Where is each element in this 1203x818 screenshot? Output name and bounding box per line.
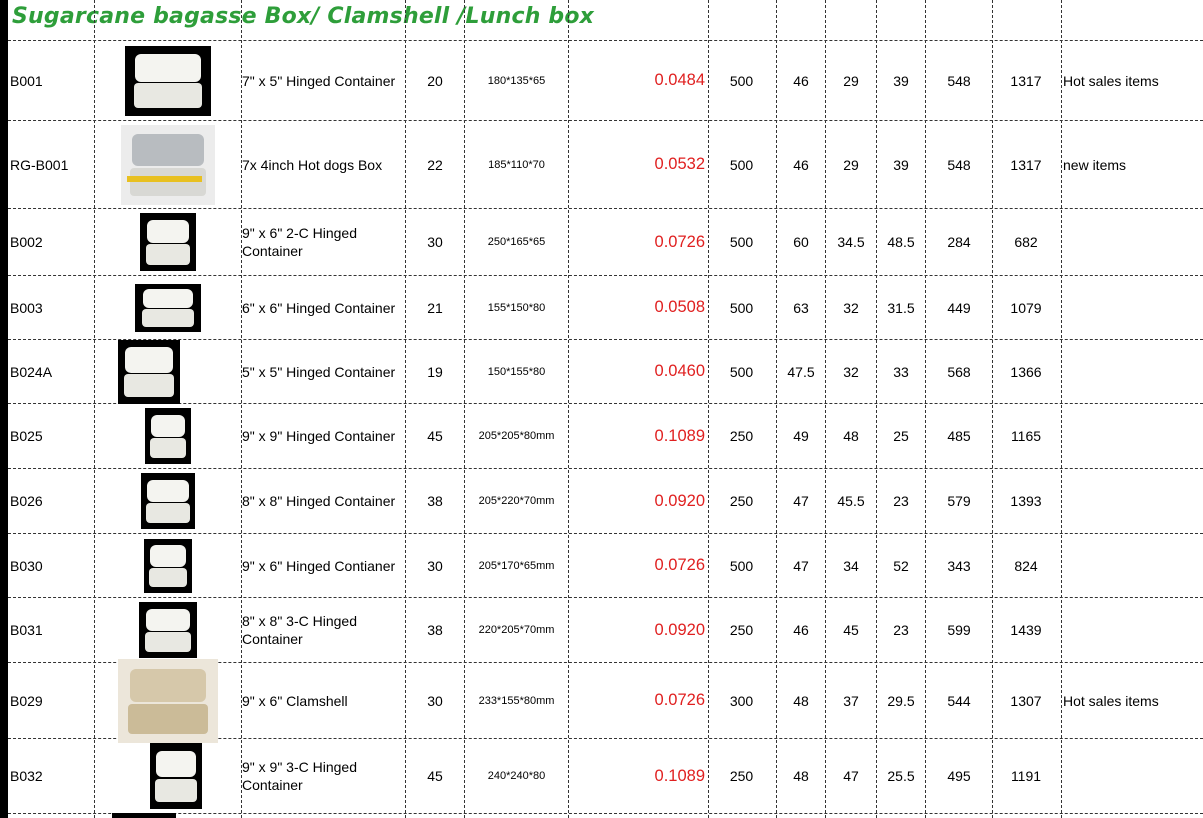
item-code: B029	[10, 692, 43, 709]
white-hinged-container-photo	[145, 408, 191, 464]
item-name: 9" x 6" Clamshell	[242, 692, 348, 709]
three-compartment-container-photo	[139, 602, 197, 658]
carton-width: 45	[843, 622, 859, 638]
two-compartment-container-photo	[140, 213, 196, 271]
item-note	[1063, 209, 1203, 275]
container-load-40ft: 1393	[1010, 493, 1042, 509]
carton-length: 63	[793, 299, 809, 316]
container-load-40ft: 1165	[1010, 428, 1042, 444]
product-image	[95, 663, 241, 738]
carton-height: 23	[893, 493, 909, 509]
container-load-20ft: 343	[947, 557, 971, 574]
item-note: Hot sales items	[1063, 72, 1159, 89]
three-compartment-container-photo	[150, 743, 202, 809]
carton-width: 32	[843, 299, 859, 316]
product-image	[95, 469, 241, 533]
item-quantity: 500	[729, 363, 754, 380]
item-code: B003	[10, 299, 43, 316]
carton-height: 29.5	[887, 692, 915, 709]
next-row-image-edge	[112, 813, 176, 818]
item-weight: 20	[427, 72, 443, 89]
item-price: 0.0726	[654, 232, 705, 251]
product-image	[95, 276, 241, 339]
item-quantity: 500	[729, 557, 754, 574]
item-quantity: 500	[729, 234, 754, 250]
item-size: 205*170*65mm	[478, 559, 555, 572]
item-price: 0.0484	[654, 71, 705, 89]
container-load-40ft: 1317	[1010, 72, 1042, 89]
item-price: 0.0532	[654, 155, 705, 173]
item-price: 0.0726	[654, 556, 705, 574]
item-note	[1063, 469, 1203, 533]
item-code: B032	[10, 768, 43, 784]
item-name: 8" x 8" 3-C Hinged Container	[242, 613, 357, 647]
item-code: B031	[10, 622, 43, 638]
container-load-20ft: 599	[947, 622, 971, 638]
item-weight: 22	[427, 156, 443, 173]
carton-length: 49	[793, 428, 809, 444]
item-size: 250*165*65	[487, 236, 546, 248]
carton-length: 47	[793, 557, 809, 574]
carton-height: 39	[893, 156, 909, 173]
product-image	[95, 739, 241, 813]
carton-height: 52	[893, 557, 909, 574]
container-load-20ft: 548	[947, 72, 971, 89]
carton-length: 60	[793, 234, 809, 250]
item-price: 0.0726	[654, 691, 705, 709]
container-load-40ft: 1317	[1010, 156, 1042, 173]
item-name: 8" x 8" Hinged Container	[242, 493, 396, 509]
container-load-40ft: 1191	[1010, 768, 1042, 784]
item-note	[1063, 739, 1203, 813]
table-row	[0, 598, 1203, 662]
container-load-20ft: 579	[947, 493, 971, 509]
hot-dog-box-with-tape-measure-photo	[121, 125, 215, 205]
item-quantity: 250	[729, 493, 754, 509]
item-note	[1063, 276, 1203, 339]
carton-length: 46	[793, 156, 809, 173]
table-row	[0, 404, 1203, 468]
product-image	[95, 41, 241, 120]
table-row	[0, 41, 1203, 120]
item-size: 180*135*65	[487, 74, 546, 87]
carton-height: 23	[893, 622, 909, 638]
item-weight: 30	[427, 557, 443, 574]
white-hinged-container-photo	[135, 284, 201, 332]
white-hinged-container-photo	[144, 539, 192, 593]
item-weight: 38	[427, 622, 443, 638]
sheet-title: Sugarcane bagasse Box/ Clamshell /Lunch box	[12, 4, 595, 29]
item-note: new items	[1063, 156, 1127, 173]
item-note	[1063, 404, 1203, 468]
carton-width: 29	[843, 156, 859, 173]
carton-length: 48	[793, 768, 809, 784]
table-row	[0, 534, 1203, 597]
item-code: B030	[10, 557, 43, 574]
item-name: 6" x 6" Hinged Container	[242, 299, 396, 316]
item-weight: 19	[427, 363, 443, 380]
item-weight: 45	[427, 428, 443, 444]
item-weight: 38	[427, 493, 443, 509]
table-row	[0, 276, 1203, 339]
product-image	[95, 598, 241, 662]
container-load-20ft: 568	[947, 363, 971, 380]
carton-width: 45.5	[837, 493, 865, 509]
item-quantity: 500	[729, 72, 754, 89]
carton-width: 32	[843, 363, 859, 380]
carton-height: 48.5	[887, 234, 915, 250]
item-quantity: 500	[729, 299, 754, 316]
container-load-40ft: 1079	[1010, 299, 1042, 316]
container-load-20ft: 449	[947, 299, 971, 316]
item-size: 155*150*80	[487, 301, 546, 314]
item-weight: 30	[427, 234, 443, 250]
item-price: 0.0508	[654, 298, 705, 316]
carton-height: 31.5	[887, 299, 915, 316]
item-code: B001	[10, 72, 43, 89]
carton-height: 25	[893, 428, 909, 444]
carton-width: 47	[843, 768, 859, 784]
item-name: 9" x 6" 2-C Hinged Container	[242, 225, 357, 259]
carton-length: 48	[793, 692, 809, 709]
item-name: 9" x 9" Hinged Container	[242, 428, 396, 444]
item-quantity: 250	[729, 768, 754, 784]
carton-length: 46	[793, 622, 809, 638]
item-quantity: 250	[729, 428, 754, 444]
product-image	[95, 209, 241, 275]
product-image	[95, 340, 241, 403]
container-load-20ft: 485	[947, 428, 971, 444]
carton-length: 47	[793, 493, 809, 509]
carton-length: 46	[793, 72, 809, 89]
product-image	[95, 534, 241, 597]
item-size: 185*110*70	[488, 158, 545, 171]
item-name: 7" x 5" Hinged Container	[242, 72, 396, 89]
table-row	[0, 469, 1203, 533]
item-price: 0.0920	[654, 491, 705, 510]
item-name: 5" x 5" Hinged Container	[242, 363, 396, 380]
carton-width: 37	[843, 692, 859, 709]
white-hinged-container-photo	[118, 340, 180, 404]
carton-width: 48	[843, 428, 859, 444]
item-size: 220*205*70mm	[478, 624, 555, 636]
item-size: 205*205*80mm	[478, 430, 555, 442]
item-code: B026	[10, 493, 43, 509]
table-row	[0, 121, 1203, 208]
tan-clamshell-photo	[118, 659, 218, 743]
item-name: 9" x 9" 3-C Hinged Container	[242, 759, 357, 793]
carton-height: 33	[893, 363, 909, 380]
container-load-20ft: 495	[947, 768, 971, 784]
container-load-40ft: 824	[1014, 557, 1038, 574]
item-code: B024A	[10, 363, 53, 380]
product-image	[95, 404, 241, 468]
container-load-40ft: 1307	[1010, 692, 1042, 709]
item-quantity: 250	[729, 622, 754, 638]
carton-width: 29	[843, 72, 859, 89]
item-price: 0.0460	[654, 362, 705, 380]
item-code: RG-B001	[10, 156, 69, 173]
item-weight: 30	[427, 692, 443, 709]
white-hinged-container-photo	[125, 46, 211, 116]
container-load-20ft: 548	[947, 156, 971, 173]
carton-width: 34.5	[837, 234, 865, 250]
carton-width: 34	[843, 557, 859, 574]
white-hinged-container-photo	[141, 473, 195, 529]
container-load-20ft: 284	[947, 234, 971, 250]
item-size: 240*240*80	[487, 770, 546, 782]
item-price: 0.0920	[654, 620, 705, 639]
container-load-40ft: 1366	[1010, 363, 1042, 380]
carton-length: 47.5	[787, 363, 815, 380]
carton-height: 25.5	[887, 768, 915, 784]
grid-line	[8, 813, 1203, 814]
item-name: 9" x 6" Hinged Contianer	[242, 557, 396, 574]
item-size: 150*155*80	[487, 365, 546, 378]
container-load-40ft: 1439	[1010, 622, 1042, 638]
item-weight: 21	[427, 299, 443, 316]
item-code: B025	[10, 428, 43, 444]
item-price: 0.1089	[654, 766, 705, 785]
product-image	[95, 121, 241, 208]
item-price: 0.1089	[654, 426, 705, 445]
item-note: Hot sales items	[1063, 692, 1159, 709]
container-load-40ft: 682	[1014, 234, 1038, 250]
container-load-20ft: 544	[947, 692, 971, 709]
carton-height: 39	[893, 72, 909, 89]
item-size: 233*155*80mm	[478, 694, 555, 707]
item-quantity: 300	[729, 692, 754, 709]
item-note	[1063, 340, 1203, 403]
table-row	[0, 739, 1203, 813]
item-note	[1063, 534, 1203, 597]
item-note	[1063, 598, 1203, 662]
item-name: 7x 4inch Hot dogs Box	[242, 156, 383, 173]
item-code: B002	[10, 234, 43, 250]
item-weight: 45	[427, 768, 443, 784]
item-quantity: 500	[729, 156, 754, 173]
item-size: 205*220*70mm	[478, 495, 555, 507]
table-row	[0, 209, 1203, 275]
table-row	[0, 663, 1203, 738]
table-row	[0, 340, 1203, 403]
